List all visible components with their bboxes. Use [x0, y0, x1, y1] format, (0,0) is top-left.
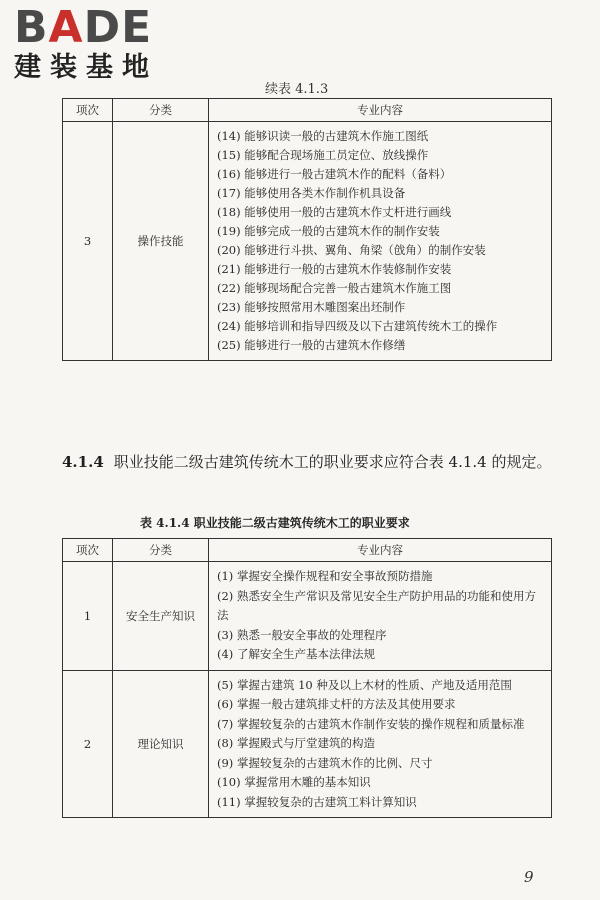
list-item: (2) 熟悉安全生产常识及常见安全生产防护用品的功能和使用方法	[217, 588, 536, 622]
table1-caption: 续表 4.1.3	[265, 82, 329, 97]
list-item: (17) 能够使用各类木作制作机具设备	[217, 186, 406, 200]
list-item: (21) 能够进行一般的古建筑木作装修制作安装	[217, 262, 452, 276]
table-row	[63, 670, 552, 818]
list-item: (9) 掌握较复杂的古建筑木作的比例、尺寸	[217, 755, 433, 770]
header-content: 专业内容	[209, 99, 552, 122]
table-row	[63, 122, 552, 361]
brand-logo-cn: 建装基地	[14, 52, 158, 83]
list-item: (1) 掌握安全操作规程和安全事故预防措施	[217, 569, 433, 583]
list-item: (10) 掌握常用木雕的基本知识	[217, 775, 371, 789]
header-category: 分类	[113, 539, 209, 562]
row-index: 2	[63, 670, 113, 818]
row-index: 1	[63, 562, 113, 671]
header-category: 分类	[113, 99, 209, 122]
list-item: (15) 能够配合现场施工员定位、放线操作	[217, 148, 429, 162]
row-content	[209, 122, 552, 361]
list-item: (5) 掌握古建筑 10 种及以上木材的性质、产地及适用范围	[217, 677, 512, 692]
table-header-row	[63, 99, 552, 122]
list-item: (8) 掌握殿式与厅堂建筑的构造	[217, 736, 375, 750]
list-item: (4) 了解安全生产基本法律法规	[217, 647, 375, 661]
row-category: 安全生产知识	[113, 562, 209, 671]
brand-logo-text	[14, 2, 184, 53]
list-item: (6) 掌握一般古建筑排丈杆的方法及其使用要求	[217, 697, 456, 711]
list-item: (24) 能够培训和指导四级及以下古建筑传统木工的操作	[217, 319, 498, 333]
brand-letters-de: DE	[83, 2, 153, 53]
header-index: 项次	[63, 539, 113, 562]
list-item: (25) 能够进行一般的古建筑木作修缮	[217, 338, 406, 352]
list-item: (19) 能够完成一般的古建筑木作的制作安装	[217, 224, 440, 238]
row-index: 3	[63, 122, 113, 361]
list-item: (18) 能够使用一般的古建筑木作丈杆进行画线	[217, 205, 452, 219]
table2-caption: 表 4.1.4 职业技能二级古建筑传统木工的职业要求	[140, 516, 410, 530]
section-number: 4.1.4	[62, 453, 104, 471]
brand-logo	[14, 2, 184, 84]
table-4-1-4	[62, 538, 552, 818]
row-content	[209, 562, 552, 671]
header-content: 专业内容	[209, 539, 552, 562]
section-paragraph	[62, 450, 552, 474]
table-header-row	[63, 539, 552, 562]
list-item: (20) 能够进行斗拱、翼角、角梁（戗角）的制作安装	[217, 243, 486, 257]
list-item: (14) 能够识读一般的古建筑木作施工图纸	[217, 129, 429, 143]
table-row	[63, 562, 552, 671]
table-continued-4-1-3	[62, 98, 552, 361]
list-item: (22) 能够现场配合完善一般古建筑木作施工图	[217, 281, 452, 295]
list-item: (23) 能够按照常用木雕图案出坯制作	[217, 300, 406, 314]
row-content	[209, 670, 552, 818]
list-item: (7) 掌握较复杂的古建筑木作制作安装的操作规程和质量标准	[217, 716, 525, 731]
brand-letter-a: A	[48, 2, 84, 53]
list-item: (3) 熟悉一般安全事故的处理程序	[217, 627, 387, 642]
header-index: 项次	[63, 99, 113, 122]
row-category: 理论知识	[113, 670, 209, 818]
row-category: 操作技能	[113, 122, 209, 361]
page-number: 9	[524, 868, 534, 886]
list-item: (16) 能够进行一般古建筑木作的配料（备料）	[217, 167, 452, 181]
section-text: 职业技能二级古建筑传统木工的职业要求应符合表 4.1.4 的规定。	[113, 453, 552, 471]
list-item: (11) 掌握较复杂的古建筑工料计算知识	[217, 794, 417, 809]
brand-letter-b: B	[14, 2, 49, 53]
